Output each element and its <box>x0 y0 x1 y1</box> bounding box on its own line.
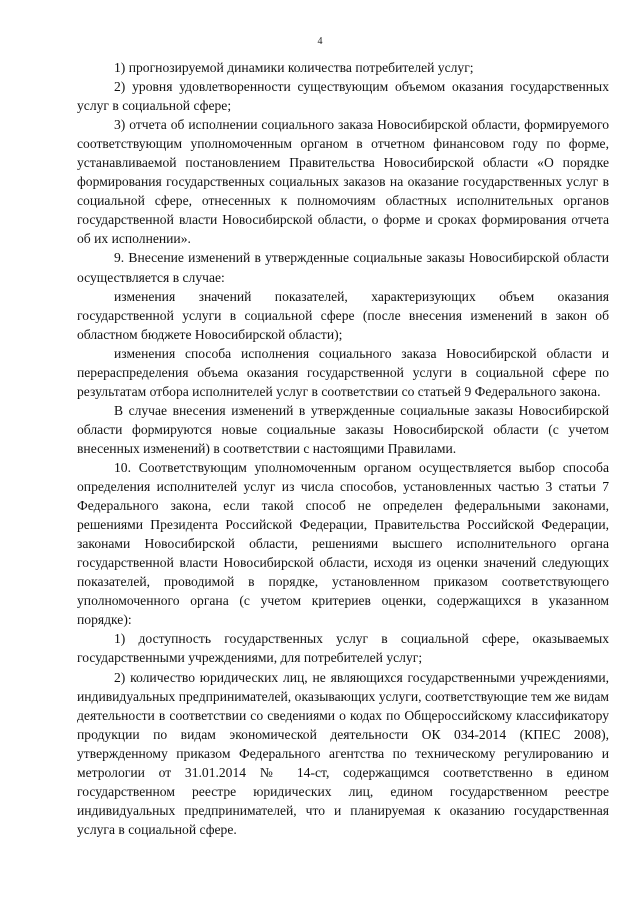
paragraph-criterion-2: 2) количество юридических лиц, не являющихся государственными учреждениями, индивидуальных предпринимателей, оказывающих услуги, соответствующие тем же видам деятельности в соответствии со сведениями о кодах по Общероссийскому классификатору продукции по видам экономической деятельности ОК 034-2014 (КПЕС 2008), утвержденному приказом Федерального агентства по техническому регулированию и метрологии от 31.01.2014 № 14-ст, содержащимся соответственно в едином государственном реестре юридических лиц, едином государственном реестре индивидуальных предпринимателей, что и планируемая к оказанию государственная услуга в социальной сфере. <box>77 669 609 837</box>
paragraph-section-10: 10. Соответствующим уполномоченным органом осуществляется выбор способа определения исполнителей услуг из числа способов, установленных частью 3 статьи 7 Федерального закона, если такой способ не определен федеральными законами, решениями Президента Российской Федерации, Правительства Российской Федерации, законами Новосибирской области, решениями высшего исполнительного органа государственной власти Новосибирской области, исходя из оценки значений следующих показателей, проводимой в порядке, установленном приказом соответствующего уполномоченного органа (с учетом критериев оценки, содержащихся в указанном порядке): <box>77 459 609 628</box>
paragraph-item-2-satisfaction: 2) уровня удовлетворенности существующим объемом оказания государственных услуг в социальной сфере; <box>77 79 609 114</box>
paragraph-item-1-forecast: 1) прогнозируемой динамики количества потребителей услуг; <box>114 60 474 75</box>
paragraph-item-3-report: 3) отчета об исполнении социального заказа Новосибирской области, формируемого соответствующим уполномоченным органом в отчетном финансовом году по форме, устанавливаемой постановлением Правительства Новосибирской области «О порядке формирования государственных социальных заказов на оказание государственных услуг в социальной сфере, отнесенных к полномочиям областных исполнительных органов государственной власти Новосибирской области, о форме и сроках формирования отчета об их исполнении». <box>77 117 609 247</box>
page-number: 4 <box>317 36 323 47</box>
paragraph-criterion-1: 1) доступность государственных услуг в социальной сфере, оказываемых государственными учреждениями, для потребителей услуг; <box>77 631 609 666</box>
paragraph-case-indicators: изменения значений показателей, характеризующих объем оказания государственной услуги в социальной сфере (после внесения изменений в закон об областном бюджете Новосибирской области); <box>77 288 609 342</box>
paragraph-case-method: изменения способа исполнения социального заказа Новосибирской области и перераспределения объема оказания государственной услуги в социальной сфере по результатам отбора исполнителей услуг в соответствии со статьей 9 Федерального закона. <box>77 345 609 399</box>
document-body <box>77 58 609 839</box>
paragraph-section-9: 9. Внесение изменений в утвержденные социальные заказы Новосибирской области осуществляется в случае: <box>77 250 609 285</box>
paragraph-new-orders: В случае внесения изменений в утвержденные социальные заказы Новосибирской области формируются новые социальные заказы Новосибирской области (с учетом внесенных изменений) в соответствии с настоящими Правилами. <box>77 402 609 456</box>
